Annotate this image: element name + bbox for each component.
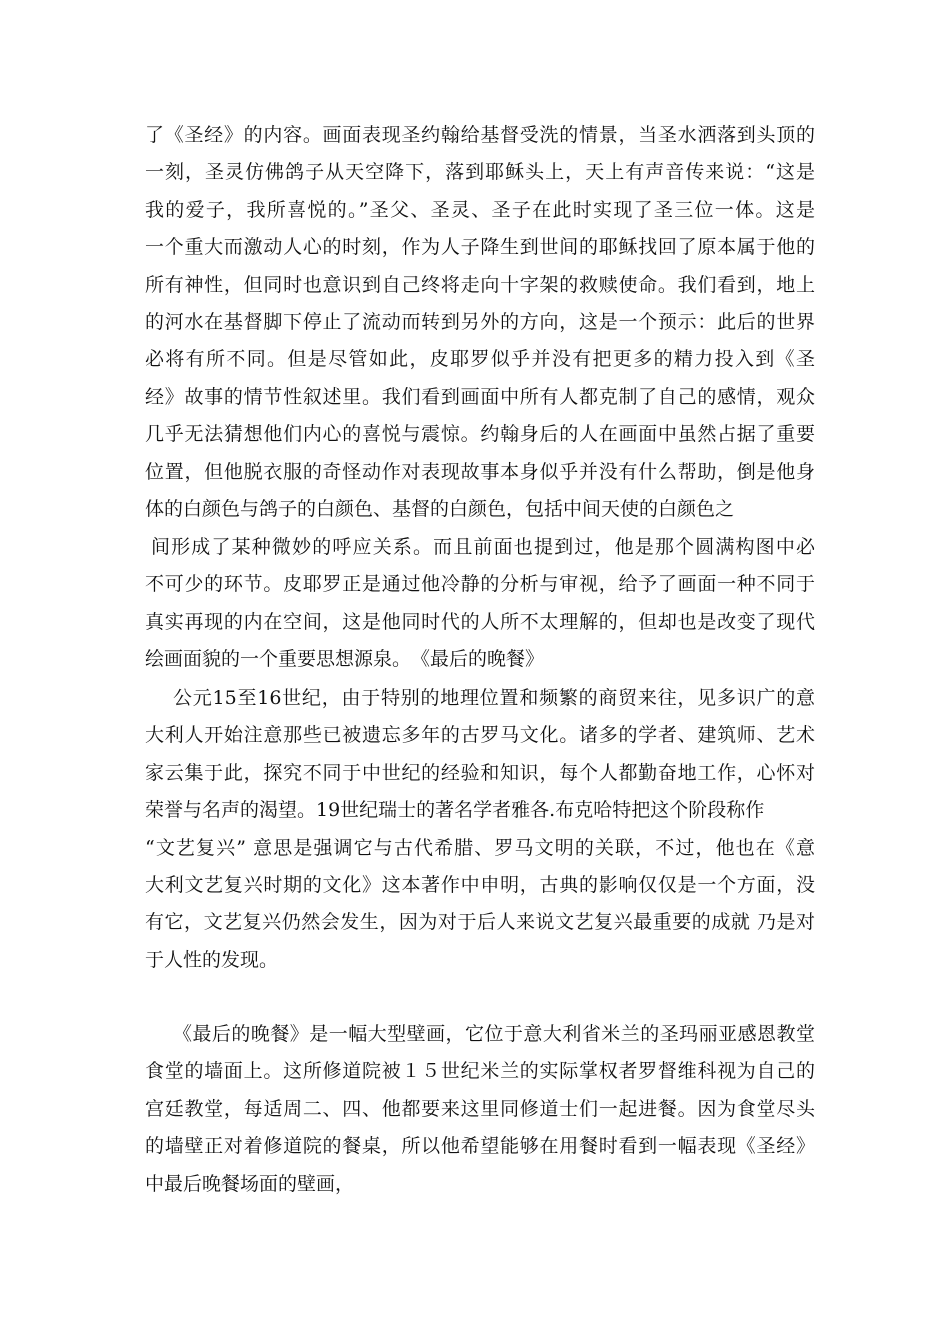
text-line: 经》故事的情节性叙述里。我们看到画面中所有人都克制了自己的感情，观众 — [145, 385, 815, 408]
paragraph-baptism-continued — [145, 529, 815, 679]
text-line: 的河水在基督脚下停止了流动而转到另外的方向，这是一个预示：此后的世界 — [145, 310, 815, 333]
text-line: 绘画面貌的一个重要思想源泉。 《最后的晚餐》 — [145, 648, 545, 671]
text-line: 了《圣经》的内容。画面表现圣约翰给基督受洗的情景，当圣水洒落到头顶的 — [145, 124, 815, 146]
text-line: 家云集于此，探究不同于中世纪的经验和知识，每个人都勤奋地工作，心怀对 — [145, 761, 815, 784]
text-line: 几乎无法猜想他们内心的喜悦与震惊。约翰身后的人在画面中虽然占据了重要 — [145, 423, 815, 446]
text-line: 体的白颜色与鸽子的白颜色、基督的白颜色，包括中间天使的白颜色之 — [145, 497, 735, 520]
text-line: 真实再现的内在空间，这是他同时代的人所不太理解的，但却也是改变了现代 — [145, 610, 815, 633]
text-line: 于人性的发现。 — [145, 948, 279, 971]
text-line: 有它，文艺复兴仍然会发生，因为对于后人来说文艺复兴最重要的成就 乃是对 — [145, 911, 815, 934]
text-line: 食堂的墙面上。这所修道院被１５世纪米兰的实际掌权者罗督维科视为自己的 — [145, 1060, 815, 1083]
paragraph-last-supper — [145, 1016, 815, 1203]
text-line: 必将有所不同。但是尽管如此，皮耶罗似乎并没有把更多的精力投入到《圣 — [145, 348, 815, 371]
text-line: 大利文艺复兴时期的文化》这本著作中申明，古典的影响仅仅是一个方面，没 — [145, 873, 815, 896]
paragraph-renaissance — [145, 680, 815, 979]
text-line: 不可少的环节。皮耶罗正是通过他冷静的分析与审视，给予了画面一种不同于 — [145, 573, 815, 596]
text-line: 公元15至16世纪，由于特别的地理位置和频繁的商贸来往，见多识广的意 — [173, 687, 815, 709]
text-line: 间形成了某种微妙的呼应关系。而且前面也提到过，他是那个圆满构图中必 — [151, 536, 815, 558]
text-line: 所有神性，但同时也意识到自己终将走向十字架的救赎使命。我们看到，地上 — [145, 273, 815, 296]
text-line: 我的爱子，我所喜悦的。”圣父、圣灵、圣子在此时实现了圣三位一体。这是 — [145, 198, 815, 221]
text-line: 中最后晚餐场面的壁画， — [145, 1172, 355, 1195]
text-line: 一个重大而激动人心的时刻，作为人子降生到世间的耶稣找回了原本属于他的 — [145, 236, 815, 259]
paragraph-baptism — [145, 117, 815, 528]
text-line: 一刻，圣灵仿佛鸽子从天空降下，落到耶稣头上，天上有声音传来说：“这是 — [145, 161, 815, 184]
text-line: 位置，但他脱衣服的奇怪动作对表现故事本身似乎并没有什么帮助，倒是他身 — [145, 460, 815, 483]
text-line: 宫廷教堂，每适周二、四、他都要来这里同修道士们一起进餐。因为食堂尽头 — [145, 1097, 815, 1120]
text-line: 的墙壁正对着修道院的餐桌，所以他希望能够在用餐时看到一幅表现《圣经》 — [145, 1135, 815, 1158]
text-line: “文艺复兴” 意思是强调它与古代希腊、罗马文明的关联，不过，他也在《意 — [145, 836, 815, 859]
text-line: 荣誉与名声的渴望。19世纪瑞士的著名学者雅各.布克哈特把这个阶段称作 — [145, 799, 765, 822]
text-line: 《最后的晚餐》是一幅大型壁画，它位于意大利省米兰的圣玛丽亚感恩教堂 — [173, 1023, 815, 1045]
text-line: 大利人开始注意那些已被遗忘多年的古罗马文化。诸多的学者、建筑师、艺术 — [145, 724, 815, 747]
